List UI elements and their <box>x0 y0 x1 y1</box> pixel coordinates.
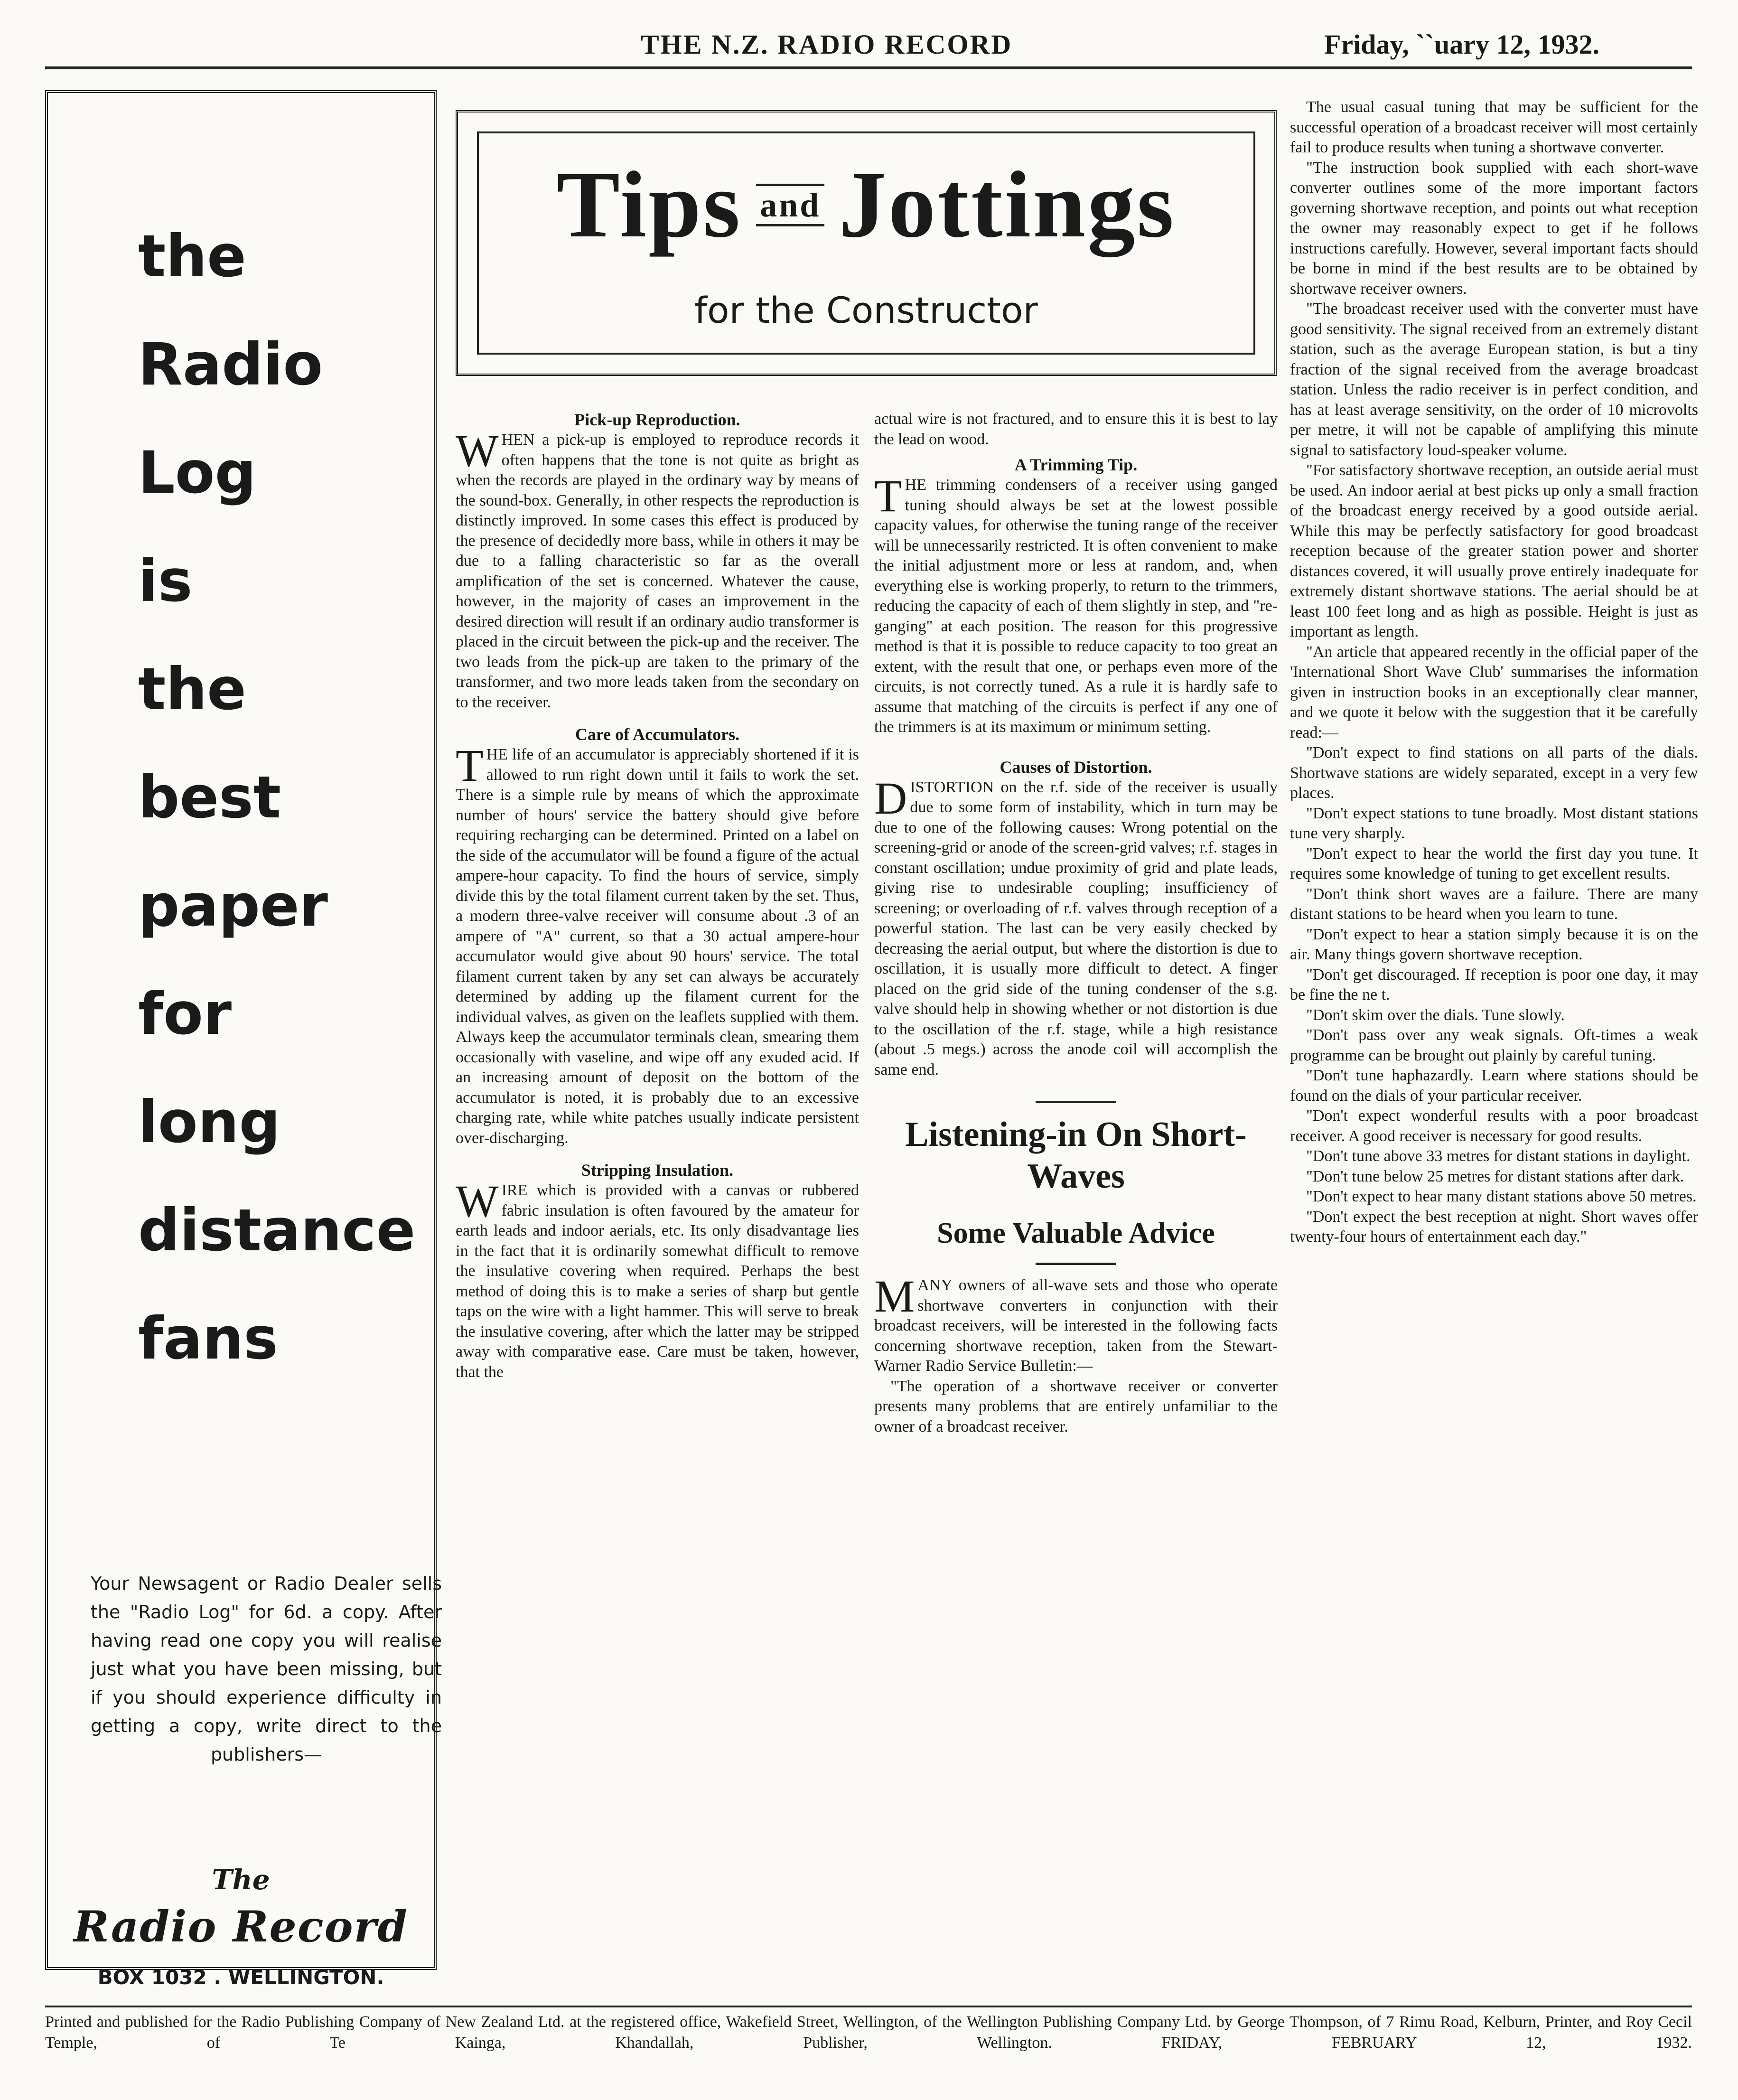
shortwave-tip: "Don't think short waves are a failure. There are many distant stations to be heard when you learn to tune. <box>1290 885 1698 923</box>
shortwave-tip: "Don't get discouraged. If reception is poor one day, it may be fine the ne t. <box>1290 966 1698 1003</box>
shortwave-paragraph: "The instruction book supplied with each short-wave converter outlines some of the more important factors governing shortwave reception, and points out what reception the owner may reasonably expect to get if he follows instructions carefully. However, several important facts should be borne in mind if the best results are to be obtained by shortwave receiver owners. <box>1290 159 1698 298</box>
printer-imprint: Printed and published for the Radio Publishing Company of New Zealand Ltd. at the registered office, Wakefield Street, Wellington, of the Wellington Publishing Company Ltd. by George Thompson, of 7 Rimu Road, Kelburn, Printer, and Roy Cecil Temple, of Te Kainga, Khandallah, Publisher, Wellington. FRIDAY, FEBRUARY 12, 1932. <box>45 2013 1692 2052</box>
ad-word: fans <box>138 1305 278 1372</box>
banner-subtitle: for the Constructor <box>694 289 1038 331</box>
shortwave-tip: "Don't expect to hear many distant stations above 50 metres. <box>1306 1188 1697 1205</box>
tips-banner <box>456 110 1277 376</box>
pickup-body: WHEN a pick-up is employed to reproduce records it often happens that the tone is not quite as bright as when the records are played in the ordinary way by means of the sound-box. Generally, in other respects the reproduction is distinctly improved. In some cases this effect is produced by the presence of decidedly more bass, while in others it may be due to a falling characteristic so far as the overall amplification of the set is concerned. Whatever the cause, however, in the majority of cases an improvement in the desired direction will result if an ordinary audio transformer is placed in the circuit between the pick-up and the receiver. The two leads from the pick-up are taken to the primary of the transformer, and two more leads taken from the secondary on to the receiver. <box>456 425 859 711</box>
ad-slogan <box>138 202 415 1393</box>
ad-word: distance <box>138 1197 416 1264</box>
issue-date: Friday, ``uary 12, 1932. <box>1324 29 1599 60</box>
banner-title-tips: Tips <box>556 152 742 257</box>
shortwave-paragraph: "For satisfactory shortwave reception, an outside aerial must be used. An indoor aerial at best picks up only a small fraction of the broadcast energy received by a good outside aerial. While this may be perfectly satisfactory for good broadcast reception because of the greater station power and shorter distances covered, it will usually prove entirely inadequate for extremely distant shortwave stations. The aerial should be at least 100 feet long and as high as possible. Height is just as important as length. <box>1290 461 1698 640</box>
ad-word: long <box>138 1088 280 1156</box>
shortwave-paragraph: "An article that appeared recently in the official paper of the 'International Short Wave Club' summarises the information given in instruction books in an exceptionally clear manner, and we quote it below with the suggestion that it be carefully read:— <box>1290 643 1698 741</box>
shortwave-tip: "Don't expect wonderful results with a poor broadcast receiver. A good receiver is necessary for good results. <box>1290 1107 1698 1145</box>
shortwave-tip: "Don't expect the best reception at night. Short waves offer twenty-four hours of entertainment each day." <box>1290 1208 1698 1246</box>
article-column-2 <box>874 409 1278 1437</box>
publication-name: THE N.Z. RADIO RECORD <box>641 29 1013 60</box>
section-divider <box>1036 1101 1116 1103</box>
shortwave-paragraph: The usual casual tuning that may be sufficient for the successful operation of a broadcast receiver will most certainly fail to produce results when tuning a shortwave converter. <box>1290 98 1698 156</box>
ad-word: best <box>138 764 281 831</box>
banner-title <box>458 150 1274 259</box>
shortwave-tip: "Don't expect to hear the world the first day you tune. It requires some knowledge of tuning to get excellent results. <box>1290 844 1698 882</box>
accumulator-heading: Care of Accumulators. <box>575 725 740 744</box>
radio-log-advertisement <box>45 90 442 1989</box>
subhead-divider <box>1036 1263 1116 1265</box>
distortion-heading: Causes of Distortion. <box>1000 757 1152 777</box>
shortwave-intro: MANY owners of all-wave sets and those who operate shortwave converters in conjunction with their broadcast receivers, will be interested in the following facts concerning shortwave reception, taken from the Stewart-Warner Radio Service Bulletin:— <box>874 1271 1278 1375</box>
shortwave-tip: "Don't expect stations to tune broadly. Most distant stations tune very sharply. <box>1290 804 1698 842</box>
banner-title-and: and <box>756 184 824 226</box>
accumulator-body: THE life of an accumulator is appreciably shortened if it is allowed to run right down until it fails to work the set. There is a simple rule by means of which the approximate number of hours' service the battery should give before requiring recharging can be determined. Printed on a label on the side of the accumulator will be found a figure of the actual ampere-hour capacity. To find the hours of service, simply divide this by the total filament current taken by the set. Thus, a modern three-valve receiver will consume about .3 of an ampere of "A" current, so that a 30 actual ampere-hour accumulator would give about 90 hours' service. The total filament current taken by any set can always be accurately determined by adding up the filament current for the individual valves, as given on the leaflets supplied with them. Always keep the accumulator terminals clean, smearing them occasionally with vaseline, and wipe off any exuded acid. If an increasing amount of deposit on the bottom of the accumulator is noted, it is probably due to an excessive charging rate, while white patches usually indicate persistent over-discharging. <box>456 740 859 1147</box>
trimming-heading: A Trimming Tip. <box>1014 455 1138 474</box>
ad-body-text: Your Newsagent or Radio Dealer sells the "Radio Log" for 6d. a copy. After having read one copy you will realise just what you have been missing, but if you should experience difficulty in getting a copy, write direct to the publishers— <box>91 1573 442 1765</box>
shortwave-tip: "Don't pass over any weak signals. Oft-times a weak programme can be brought out plainly by careful tuning. <box>1290 1026 1698 1064</box>
shortwave-tip: "Don't tune haphazardly. Learn where stations should be found on the dials of your particular receiver. <box>1290 1067 1698 1105</box>
ad-word: Log <box>138 439 256 506</box>
ad-word: Radio <box>138 331 323 398</box>
shortwave-tip: "Don't expect to hear a station simply because it is on the air. Many things govern shortwave reception. <box>1290 925 1698 963</box>
stripping-continued: actual wire is not fractured, and to ensure this it is best to lay the lead on wood. <box>874 410 1278 448</box>
radio-record-logo: Radio Record <box>74 1902 408 1952</box>
trimming-body: THE trimming condensers of a receiver using ganged tuning should always be set at the lowest possible capacity values, for otherwise the tuning range of the receiver will be unnecessarily restricted. It is often convenient to make the initial adjustment more or less at random, and, when everything else is working properly, to return to the trimmers, reducing the capacity of each of them slightly in step, and "re-ganging" at each position. The reason for this progressive method is that it is possible to reduce capacity to too great an extent, with the result that one, or perhaps even more of the circuits, is not correctly tuned. As a rule it is hardly safe to assume that matching of the circuits is perfect if any one of the trimmers is at its maximum or minimum setting. <box>874 470 1278 736</box>
ad-word: for <box>138 980 232 1048</box>
article-column-1 <box>456 409 859 1382</box>
shortwave-tip: "Don't tune below 25 metres for distant stations after dark. <box>1306 1167 1684 1185</box>
ad-word: the <box>138 656 246 723</box>
pickup-heading: Pick-up Reproduction. <box>574 410 740 429</box>
shortwave-tip: "Don't expect to find stations on all parts of the dials. Shortwave stations are widely separated, except in a very few places. <box>1290 744 1698 802</box>
shortwave-subhead: Some Valuable Advice <box>937 1217 1215 1249</box>
shortwave-paragraph: "The broadcast receiver used with the converter must have good sensitivity. The signal received from an extremely distant station, such as the average European station, is but a tiny fraction of the signal received from the average broadcast station. Unless the radio receiver is in perfect condition, and has at least average sensitivity, on the order of 10 microvolts per metre, it will not be capable of amplifying this minute signal to satisfactory loud-speaker volume. <box>1290 300 1698 459</box>
ad-word: the <box>138 223 246 290</box>
shortwave-headline: Listening-in On Short-Waves <box>905 1115 1247 1196</box>
ad-word: paper <box>138 872 328 939</box>
header-rule <box>45 66 1692 69</box>
shortwave-tip: "Don't tune above 33 metres for distant stations in daylight. <box>1306 1147 1691 1165</box>
footer-rule <box>45 2006 1692 2007</box>
ad-logo-the: The <box>212 1864 270 1896</box>
banner-title-jottings: Jottings <box>839 152 1176 257</box>
shortwave-paragraph: "The operation of a shortwave receiver or converter presents many problems that are entirely unfamiliar to the owner of a broadcast receiver. <box>874 1377 1278 1435</box>
stripping-heading: Stripping Insulation. <box>581 1161 734 1180</box>
distortion-body: DISTORTION on the r.f. side of the receiver is usually due to some form of instability, which in turn may be due to one of the following causes: Wrong potential on the screening-grid or anode of the screen-grid valves; r.f. stages in constant oscillation; undue proximity of grid and plate leads, giving rise to undesirable coupling; insufficiency of screening; or overloading of r.f. valves through reception of a powerful station. The last can be very easily checked by decreasing the aerial output, but where the distortion is due to oscillation, it is usually more difficult to detect. A finger placed on the grid side of the tuning condenser of the s.g. valve should help in showing whether or not distortion is due to the oscillation of the r.f. stage, while a high resistance (about .5 megs.) across the anode coil will accomplish the same end. <box>874 772 1278 1078</box>
shortwave-tip: "Don't skim over the dials. Tune slowly. <box>1306 1006 1565 1024</box>
ad-word: is <box>138 547 193 615</box>
ad-address: BOX 1032 . WELLINGTON. <box>97 1966 384 1989</box>
article-column-3 <box>1290 97 1698 1247</box>
stripping-body: WIRE which is provided with a canvas or rubbered fabric insulation is often favoured by the amateur for earth leads and indoor aerials, etc. Its only disadvantage lies in the fact that it is ordinarily somewhat difficult to remove the insulative covering when required. Perhaps the best method of doing this is to make a series of sharp but gentle taps on the wire with a light hammer. This will serve to break the insulative covering, after which the latter may be stripped away with comparative ease. Care must be taken, however, that the <box>456 1176 859 1381</box>
